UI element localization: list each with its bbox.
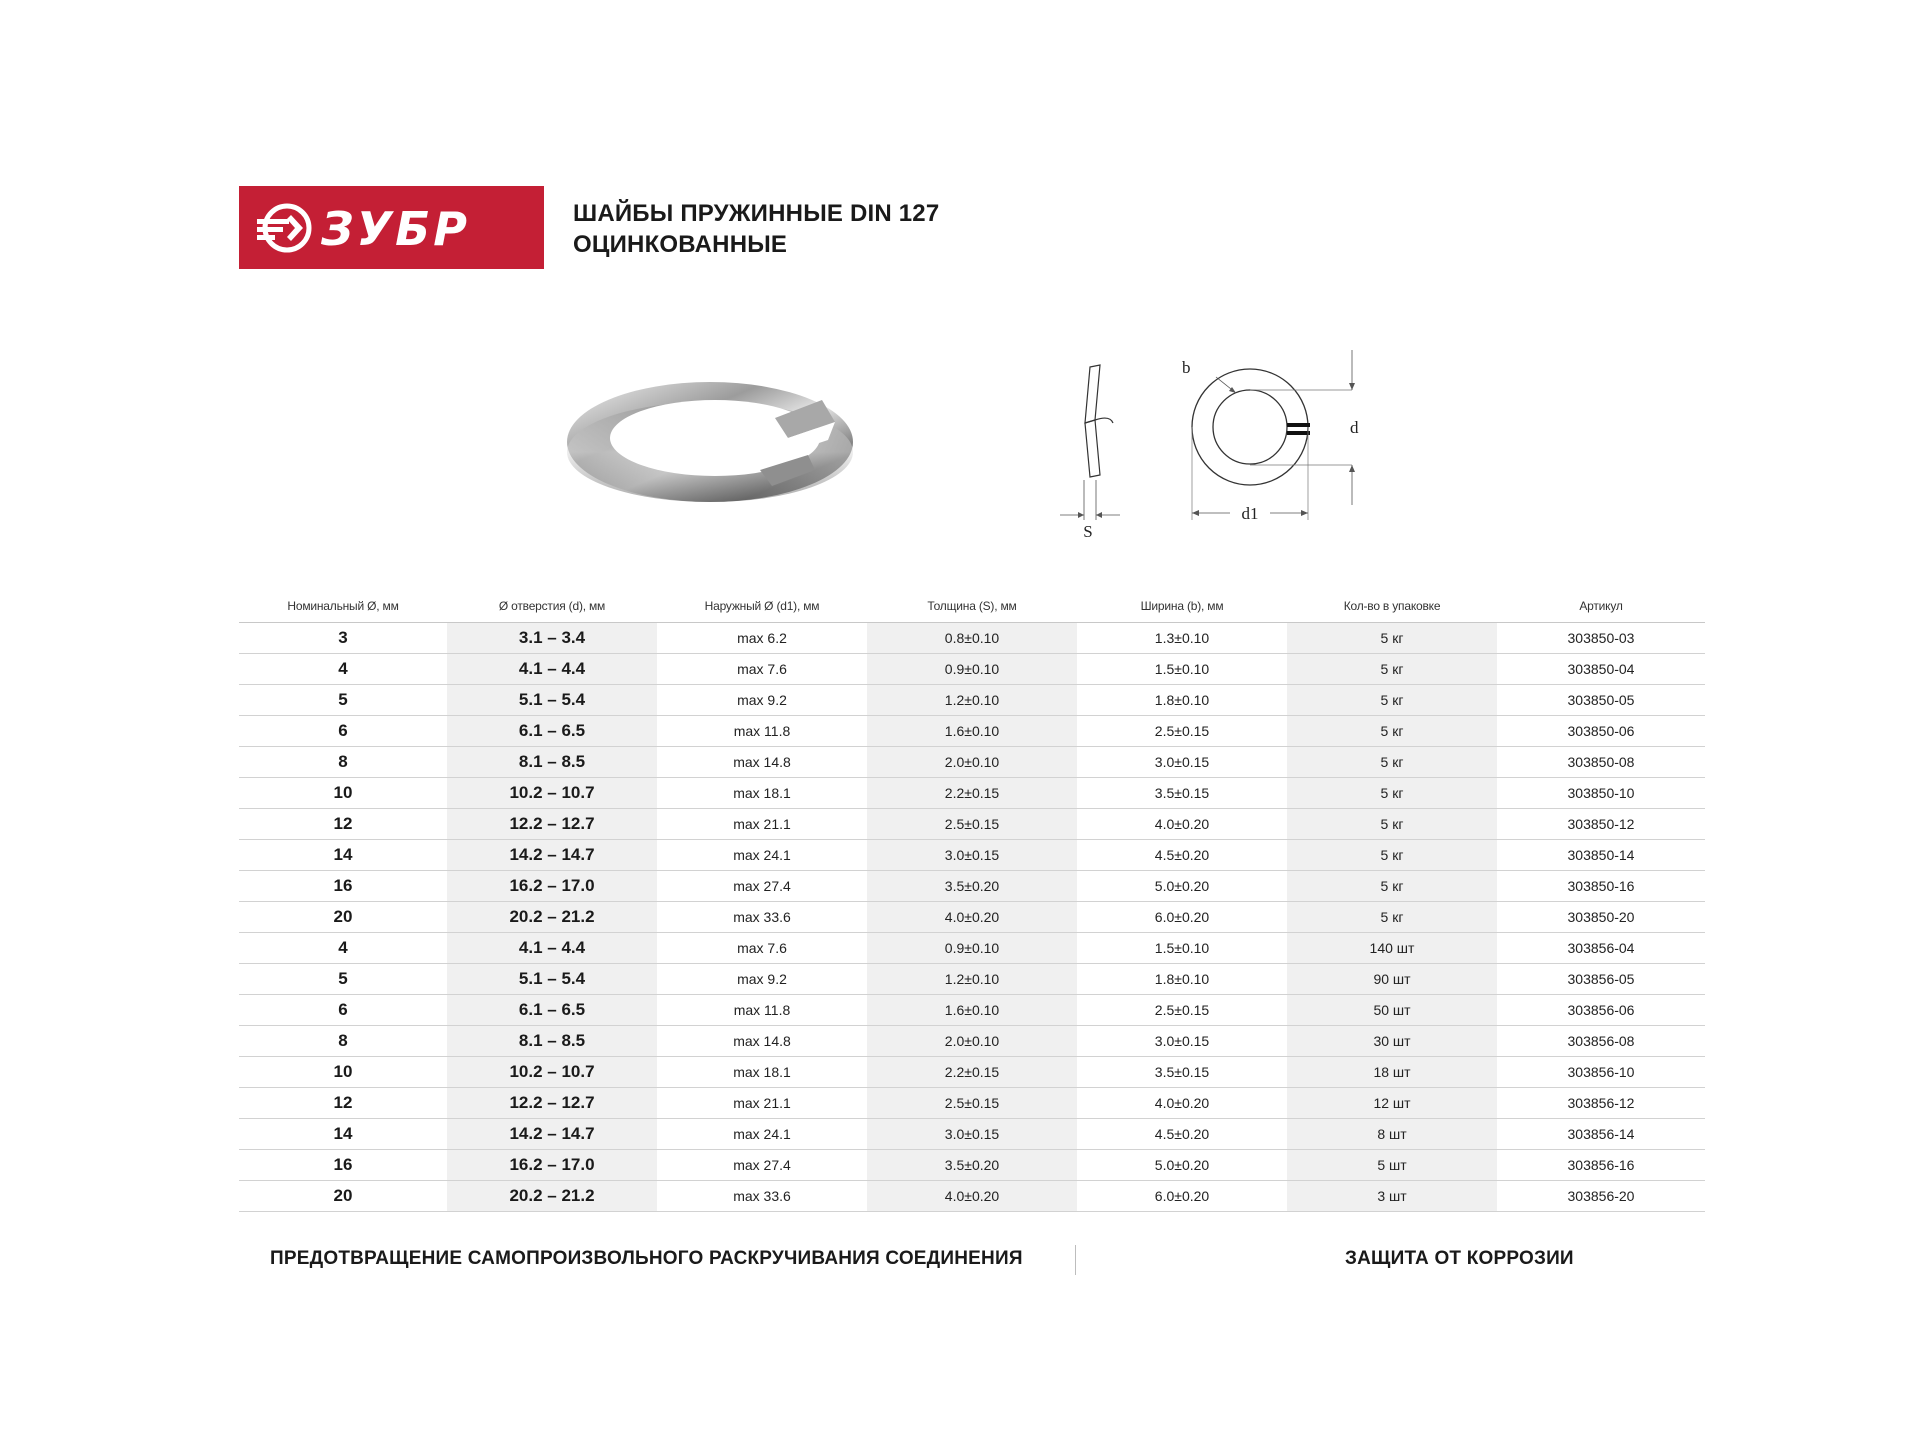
cell-hole-diameter: 3.1 – 3.4 [447,623,657,654]
cell-nominal: 14 [239,1119,447,1150]
table-row [239,623,1705,654]
cell-thickness: 2.5±0.15 [867,1088,1077,1119]
cell-outer-diameter: max 6.2 [657,623,867,654]
cell-article: 303856-05 [1497,964,1705,995]
cell-hole-diameter: 10.2 – 10.7 [447,778,657,809]
cell-outer-diameter: max 24.1 [657,840,867,871]
cell-width: 5.0±0.20 [1077,871,1287,902]
cell-article: 303856-08 [1497,1026,1705,1057]
cell-width: 3.5±0.15 [1077,778,1287,809]
cell-outer-diameter: max 21.1 [657,809,867,840]
cell-hole-diameter: 12.2 – 12.7 [447,809,657,840]
cell-width: 1.3±0.10 [1077,623,1287,654]
cell-hole-diameter: 6.1 – 6.5 [447,716,657,747]
table-row [239,716,1705,747]
cell-nominal: 8 [239,1026,447,1057]
table-row [239,1026,1705,1057]
cell-article: 303850-16 [1497,871,1705,902]
cell-nominal: 14 [239,840,447,871]
cell-package-qty: 5 кг [1287,716,1497,747]
cell-article: 303856-20 [1497,1181,1705,1212]
cell-article: 303850-14 [1497,840,1705,871]
col-header-package-qty: Кол-во в упаковке [1287,590,1497,623]
cell-width: 2.5±0.15 [1077,716,1287,747]
product-title [573,198,939,260]
cell-thickness: 4.0±0.20 [867,1181,1077,1212]
top-view [1182,350,1359,523]
cell-article: 303856-16 [1497,1150,1705,1181]
cell-outer-diameter: max 33.6 [657,1181,867,1212]
cell-thickness: 2.5±0.15 [867,809,1077,840]
label-d: d [1350,418,1359,437]
cell-hole-diameter: 16.2 – 17.0 [447,871,657,902]
cell-thickness: 2.2±0.15 [867,1057,1077,1088]
cell-thickness: 3.5±0.20 [867,871,1077,902]
cell-thickness: 3.0±0.15 [867,1119,1077,1150]
side-view [1060,365,1120,541]
cell-outer-diameter: max 18.1 [657,778,867,809]
label-s: S [1083,522,1093,541]
cell-nominal: 20 [239,902,447,933]
table-row [239,871,1705,902]
cell-outer-diameter: max 14.8 [657,1026,867,1057]
table-row [239,1057,1705,1088]
cell-nominal: 6 [239,716,447,747]
cell-package-qty: 140 шт [1287,933,1497,964]
cell-outer-diameter: max 14.8 [657,747,867,778]
col-header-nominal: Номинальный Ø, мм [239,590,447,623]
cell-width: 1.8±0.10 [1077,964,1287,995]
table-row [239,654,1705,685]
svg-text:ЗУБР: ЗУБР [320,201,470,256]
table-row [239,840,1705,871]
cell-hole-diameter: 8.1 – 8.5 [447,747,657,778]
cell-article: 303850-03 [1497,623,1705,654]
cell-hole-diameter: 14.2 – 14.7 [447,840,657,871]
cell-package-qty: 5 кг [1287,840,1497,871]
cell-package-qty: 5 кг [1287,623,1497,654]
cell-package-qty: 5 кг [1287,778,1497,809]
table-row [239,1119,1705,1150]
cell-width: 4.5±0.20 [1077,1119,1287,1150]
cell-width: 3.0±0.15 [1077,747,1287,778]
cell-nominal: 5 [239,685,447,716]
label-d1: d1 [1241,504,1259,523]
cell-thickness: 3.5±0.20 [867,1150,1077,1181]
cell-thickness: 3.0±0.15 [867,840,1077,871]
cell-thickness: 1.2±0.10 [867,964,1077,995]
feature-anti-loosening: ПРЕДОТВРАЩЕНИЕ САМОПРОИЗВОЛЬНОГО РАСКРУЧИВАНИЯ СОЕДИНЕНИЯ [270,1248,1023,1269]
cell-article: 303850-05 [1497,685,1705,716]
cell-thickness: 2.0±0.10 [867,1026,1077,1057]
cell-width: 6.0±0.20 [1077,1181,1287,1212]
cell-hole-diameter: 14.2 – 14.7 [447,1119,657,1150]
cell-outer-diameter: max 21.1 [657,1088,867,1119]
cell-thickness: 0.8±0.10 [867,623,1077,654]
cell-nominal: 4 [239,933,447,964]
cell-article: 303856-04 [1497,933,1705,964]
col-header-article: Артикул [1497,590,1705,623]
cell-hole-diameter: 5.1 – 5.4 [447,685,657,716]
table-row [239,778,1705,809]
table-row [239,685,1705,716]
col-header-width: Ширина (b), мм [1077,590,1287,623]
cell-width: 3.5±0.15 [1077,1057,1287,1088]
cell-nominal: 4 [239,654,447,685]
cell-package-qty: 5 кг [1287,809,1497,840]
cell-width: 1.8±0.10 [1077,685,1287,716]
cell-thickness: 0.9±0.10 [867,654,1077,685]
cell-width: 4.0±0.20 [1077,809,1287,840]
table-header-row [239,590,1705,623]
cell-width: 1.5±0.10 [1077,933,1287,964]
cell-thickness: 2.2±0.15 [867,778,1077,809]
cell-thickness: 4.0±0.20 [867,902,1077,933]
cell-package-qty: 50 шт [1287,995,1497,1026]
cell-hole-diameter: 20.2 – 21.2 [447,1181,657,1212]
product-title-line1: ШАЙБЫ ПРУЖИННЫЕ DIN 127 [573,200,940,227]
cell-width: 6.0±0.20 [1077,902,1287,933]
product-title-line2: ОЦИНКОВАННЫЕ [573,231,788,258]
table-row [239,809,1705,840]
cell-outer-diameter: max 24.1 [657,1119,867,1150]
cell-nominal: 10 [239,1057,447,1088]
cell-article: 303850-20 [1497,902,1705,933]
cell-package-qty: 18 шт [1287,1057,1497,1088]
cell-article: 303850-06 [1497,716,1705,747]
cell-package-qty: 90 шт [1287,964,1497,995]
cell-hole-diameter: 4.1 – 4.4 [447,654,657,685]
washer-drawing [1040,345,1390,545]
cell-nominal: 12 [239,809,447,840]
cell-hole-diameter: 20.2 – 21.2 [447,902,657,933]
cell-package-qty: 3 шт [1287,1181,1497,1212]
cell-package-qty: 12 шт [1287,1088,1497,1119]
cell-package-qty: 30 шт [1287,1026,1497,1057]
cell-article: 303850-04 [1497,654,1705,685]
cell-width: 3.0±0.15 [1077,1026,1287,1057]
cell-package-qty: 8 шт [1287,1119,1497,1150]
col-header-hole-diameter: Ø отверстия (d), мм [447,590,657,623]
cell-width: 4.0±0.20 [1077,1088,1287,1119]
cell-width: 1.5±0.10 [1077,654,1287,685]
cell-hole-diameter: 8.1 – 8.5 [447,1026,657,1057]
cell-hole-diameter: 12.2 – 12.7 [447,1088,657,1119]
cell-width: 4.5±0.20 [1077,840,1287,871]
cell-article: 303850-10 [1497,778,1705,809]
cell-outer-diameter: max 9.2 [657,964,867,995]
cell-nominal: 10 [239,778,447,809]
feature-corrosion-protection: ЗАЩИТА ОТ КОРРОЗИИ [1345,1248,1574,1269]
cell-article: 303856-14 [1497,1119,1705,1150]
label-b: b [1182,358,1191,377]
brand-logo [239,186,544,269]
cell-thickness: 2.0±0.10 [867,747,1077,778]
table-body [239,623,1705,1212]
cell-thickness: 1.6±0.10 [867,995,1077,1026]
cell-outer-diameter: max 11.8 [657,995,867,1026]
cell-outer-diameter: max 33.6 [657,902,867,933]
table-row [239,964,1705,995]
cell-outer-diameter: max 7.6 [657,933,867,964]
cell-nominal: 5 [239,964,447,995]
cell-nominal: 16 [239,871,447,902]
cell-hole-diameter: 5.1 – 5.4 [447,964,657,995]
spec-table [239,590,1705,1212]
washer-photo [560,360,860,520]
cell-package-qty: 5 кг [1287,654,1497,685]
table-row [239,933,1705,964]
col-header-outer-diameter: Наружный Ø (d1), мм [657,590,867,623]
cell-thickness: 1.6±0.10 [867,716,1077,747]
cell-package-qty: 5 кг [1287,871,1497,902]
cell-article: 303850-08 [1497,747,1705,778]
cell-article: 303856-06 [1497,995,1705,1026]
cell-article: 303850-12 [1497,809,1705,840]
cell-nominal: 20 [239,1181,447,1212]
cell-package-qty: 5 шт [1287,1150,1497,1181]
cell-nominal: 8 [239,747,447,778]
cell-width: 5.0±0.20 [1077,1150,1287,1181]
table-row [239,995,1705,1026]
cell-outer-diameter: max 18.1 [657,1057,867,1088]
cell-hole-diameter: 10.2 – 10.7 [447,1057,657,1088]
cell-outer-diameter: max 9.2 [657,685,867,716]
cell-nominal: 12 [239,1088,447,1119]
col-header-thickness: Толщина (S), мм [867,590,1077,623]
table-row [239,1150,1705,1181]
table-row [239,747,1705,778]
cell-nominal: 3 [239,623,447,654]
cell-article: 303856-12 [1497,1088,1705,1119]
cell-nominal: 6 [239,995,447,1026]
cell-outer-diameter: max 27.4 [657,1150,867,1181]
cell-hole-diameter: 16.2 – 17.0 [447,1150,657,1181]
table-row [239,1181,1705,1212]
cell-article: 303856-10 [1497,1057,1705,1088]
cell-outer-diameter: max 27.4 [657,871,867,902]
cell-package-qty: 5 кг [1287,902,1497,933]
cell-hole-diameter: 6.1 – 6.5 [447,995,657,1026]
cell-thickness: 1.2±0.10 [867,685,1077,716]
cell-nominal: 16 [239,1150,447,1181]
footer-divider [1075,1245,1076,1275]
table-row [239,1088,1705,1119]
cell-outer-diameter: max 7.6 [657,654,867,685]
brand-logo-mark [257,198,527,258]
cell-thickness: 0.9±0.10 [867,933,1077,964]
table-row [239,902,1705,933]
cell-package-qty: 5 кг [1287,685,1497,716]
cell-hole-diameter: 4.1 – 4.4 [447,933,657,964]
cell-width: 2.5±0.15 [1077,995,1287,1026]
cell-outer-diameter: max 11.8 [657,716,867,747]
cell-package-qty: 5 кг [1287,747,1497,778]
